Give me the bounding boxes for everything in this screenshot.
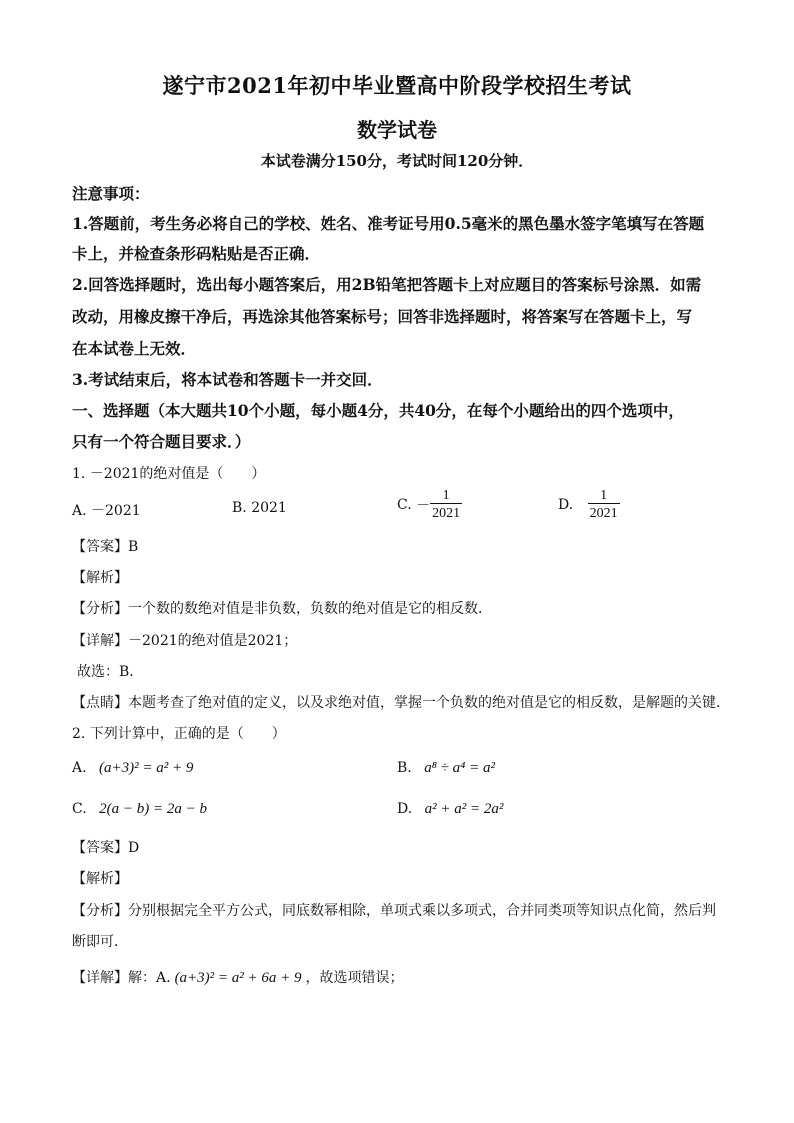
q2-option-c-expr: 2(a − b) = 2a − b xyxy=(99,801,207,817)
q1-choose: 故选：B． xyxy=(77,664,144,680)
exam-subtitle: 数学试卷 xyxy=(357,118,437,142)
q2-fenxi-text-1: 分别根据完全平方公式，同底数幂相除，单项式乘以多项式，合并同类项等知识点化简，然后判 xyxy=(128,903,716,919)
q2-option-a-expr: (a+3)² = a² + 9 xyxy=(99,760,194,776)
q1-answer xyxy=(72,536,732,556)
q1-xiangjie-text: －2021的绝对值是2021； xyxy=(128,633,298,649)
q1-xiangjie-tag: 【详解】 xyxy=(72,633,128,649)
section-1-heading-line-1: 一、选择题（本大题共10个小题，每小题4分，共40分，在每个小题给出的四个选项中， xyxy=(72,401,684,420)
section-1-heading-line-2: 只有一个符合题目要求．） xyxy=(72,432,251,451)
q2-option-d-label: D. xyxy=(397,801,413,817)
q1-option-c xyxy=(397,488,462,522)
q1-option-d-numerator: 1 xyxy=(600,488,608,503)
exam-note: 本试卷满分150分，考试时间120分钟． xyxy=(260,152,534,170)
q2-fenxi-tag: 【分析】 xyxy=(72,903,128,919)
q1-option-c-numerator: 1 xyxy=(442,488,450,503)
q1-option-c-label: C. xyxy=(397,496,412,513)
q2-xiangjie-prefix: 解：A. xyxy=(128,970,171,986)
instruction-2-line-3: 在本试卷上无效． xyxy=(72,339,197,358)
instruction-1-line-1: 1.答题前，考生务必将自己的学校、姓名、准考证号用0.5毫米的黑色墨水签字笔填写在答题 xyxy=(72,214,705,233)
q1-fenxi-tag: 【分析】 xyxy=(72,601,128,617)
q1-option-d-fraction xyxy=(588,488,620,522)
q1-answer-value: B xyxy=(128,539,139,555)
q1-option-c-denominator: 2021 xyxy=(430,503,462,521)
q2-answer-value: D xyxy=(128,840,140,856)
q1-fenxi xyxy=(72,598,732,618)
q1-answer-tag: 【答案】 xyxy=(72,539,128,555)
q2-analysis-tag: 【解析】 xyxy=(72,871,128,887)
instruction-1-line-2: 卡上，并检查条形码粘贴是否正确． xyxy=(72,244,321,263)
q1-option-c-sign: － xyxy=(416,497,431,514)
instruction-2-line-2: 改动，用橡皮擦干净后，再选涂其他答案标号；回答非选择题时，将答案写在答题卡上，写 xyxy=(72,307,693,326)
q2-option-a xyxy=(72,760,193,777)
q2-xiangjie-tag: 【详解】 xyxy=(72,970,128,986)
q2-option-b-label: B. xyxy=(397,760,412,776)
q1-option-c-fraction xyxy=(430,488,462,522)
q2-option-b-expr: a⁸ ÷ a⁴ = a² xyxy=(424,760,495,776)
q2-option-d xyxy=(397,801,503,818)
q1-option-d-label: D. xyxy=(558,496,574,513)
q1-analysis-tag: 【解析】 xyxy=(72,570,128,586)
instruction-2-line-1: 2.回答选择题时，选出每小题答案后，用2B铅笔把答题卡上对应题目的答案标号涂黑．如需 xyxy=(72,275,702,294)
q2-xiangjie-suffix: ，故选项错误； xyxy=(305,970,404,986)
exam-title: 遂宁市2021年初中毕业暨高中阶段学校招生考试 xyxy=(162,73,632,98)
q1-fenxi-text: 一个数的数绝对值是非负数，负数的绝对值是它的相反数． xyxy=(128,601,492,617)
instruction-3: 3.考试结束后，将本试卷和答题卡一并交回． xyxy=(72,370,383,389)
q1-xiangjie xyxy=(72,630,732,650)
q2-xiangjie-expr: (a+3)² = a² + 6a + 9 xyxy=(174,970,302,986)
q2-option-d-expr: a² + a² = 2a² xyxy=(424,801,504,817)
q1-option-d xyxy=(558,488,620,522)
q1-dianjing-text: 本题考查了绝对值的定义，以及求绝对值，掌握一个负数的绝对值是它的相反数，是解题的关键． xyxy=(128,695,730,711)
q1-option-d-denominator: 2021 xyxy=(588,503,620,521)
q2-option-c xyxy=(72,801,207,818)
q2-option-b xyxy=(397,760,495,777)
q2-answer-tag: 【答案】 xyxy=(72,840,128,856)
q2-answer xyxy=(72,837,732,857)
instructions-heading: 注意事项： xyxy=(72,184,150,203)
q2-option-c-label: C. xyxy=(72,801,87,817)
q1-stem: 1. －2021的绝对值是（ ） xyxy=(72,466,266,482)
q2-option-a-label: A. xyxy=(72,760,87,776)
q1-dianjing xyxy=(72,692,732,712)
q2-fenxi-line-1 xyxy=(72,900,732,920)
q2-xiangjie xyxy=(72,967,732,987)
q2-fenxi-line-2: 断即可． xyxy=(72,934,128,950)
q2-stem: 2. 下列计算中，正确的是（ ） xyxy=(72,726,286,742)
q1-dianjing-tag: 【点睛】 xyxy=(72,695,128,711)
q1-option-b: B. 2021 xyxy=(232,500,287,516)
q1-option-a: A. －2021 xyxy=(72,503,141,519)
